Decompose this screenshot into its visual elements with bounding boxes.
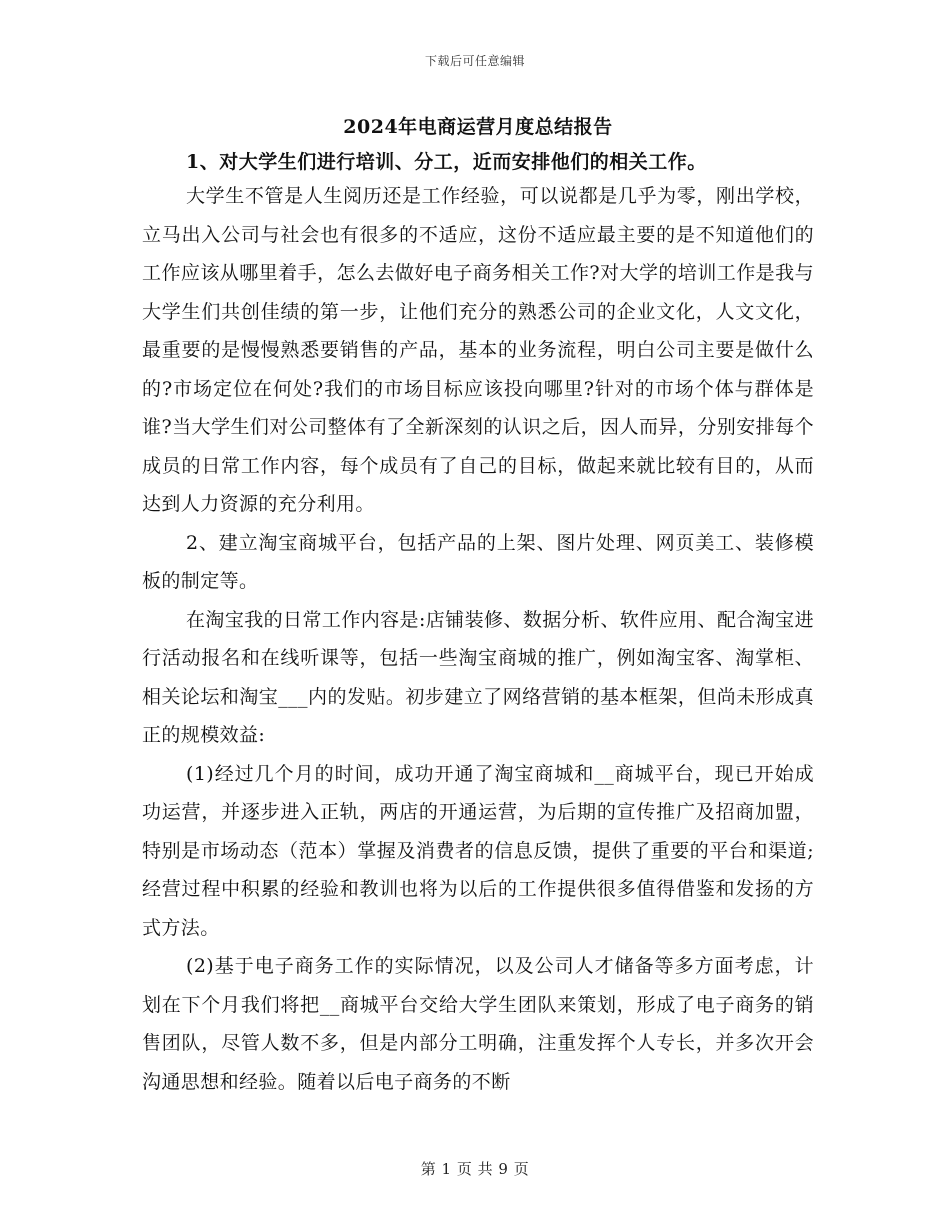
- paragraph-item-1: (1)经过几个月的时间，成功开通了淘宝商城和__商城平台，现已开始成功运营，并逐步进入正轨，两店的开通运营，为后期的宣传推广及招商加盟，特别是市场动态（范本）掌握及消费者的信息反馈，提供了重要的平台和渠道;经营过程中积累的经验和教训也将为以后的工作提供很多值得借鉴和发扬的方式方法。: [142, 762, 814, 939]
- document-body: [142, 114, 814, 1101]
- document-title: 2024年电商运营月度总结报告: [343, 116, 613, 138]
- section-heading-1: 1、对大学生们进行培训、分工，近而安排他们的相关工作。: [186, 151, 707, 173]
- paragraph-section-2: 2、建立淘宝商城平台，包括产品的上架、图片处理、网页美工、装修模板的制定等。: [142, 531, 814, 592]
- page-number: 第 1 页 共 9 页: [420, 1160, 530, 1178]
- header-note: 下载后可任意编辑: [424, 54, 525, 68]
- paragraph-taobao-work: 在淘宝我的日常工作内容是:店铺装修、数据分析、软件应用、配合淘宝进行活动报名和在线听课等，包括一些淘宝商城的推广，例如淘宝客、淘掌柜、相关论坛和淘宝___内的发贴。初步建立了网络营销的基本框架，但尚未形成真正的规模效益:: [142, 608, 814, 746]
- paragraph-item-2: (2)基于电子商务工作的实际情况，以及公司人才储备等多方面考虑，计划在下个月我们将把__商城平台交给大学生团队来策划，形成了电子商务的销售团队，尽管人数不多，但是内部分工明确，注重发挥个人专长，并多次开会沟通思想和经验。随着以后电子商务的不断: [142, 955, 814, 1093]
- paragraph-intro: 大学生不管是人生阅历还是工作经验，可以说都是几乎为零，刚出学校，立马出入公司与社会也有很多的不适应，这份不适应最主要的是不知道他们的工作应该从哪里着手，怎么去做好电子商务相关工作?对大学的培训工作是我与大学生们共创佳绩的第一步，让他们充分的熟悉公司的企业文化，人文文化，最重要的是慢慢熟悉要销售的产品，基本的业务流程，明白公司主要是做什么的?市场定位在何处?我们的市场目标应该投向哪里?针对的市场个体与群体是谁?当大学生们对公司整体有了全新深刻的认识之后，因人而异，分别安排每个成员的日常工作内容，每个成员有了自己的目标，做起来就比较有目的，从而达到人力资源的充分利用。: [142, 185, 814, 515]
